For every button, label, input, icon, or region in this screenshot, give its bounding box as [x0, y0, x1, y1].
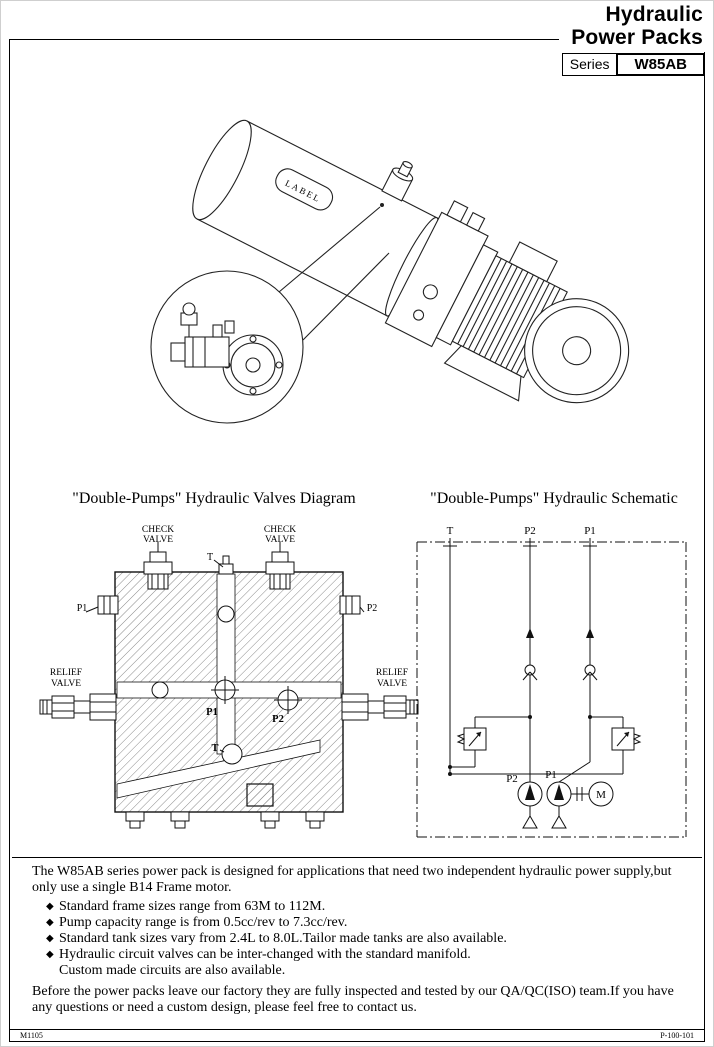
leader-dot	[380, 203, 384, 207]
relief-valve-label-left-2: VALVE	[50, 679, 82, 689]
valves-diagram-title: "Double-Pumps" Hydraulic Valves Diagram	[72, 490, 356, 507]
check-valve-label-left-1: CHECK	[141, 525, 175, 535]
port-t-top-label: T	[206, 552, 214, 563]
check-valve-fitting-left	[144, 552, 172, 589]
suction-strainers	[523, 806, 566, 828]
port-t-inner-label: T	[211, 743, 219, 754]
page-title-line1: Hydraulic	[605, 3, 703, 26]
port-p1-side-label: P1	[76, 603, 88, 614]
port-p2-inner-label: P2	[272, 714, 284, 725]
port-t-bore	[222, 744, 242, 764]
check-valve-fitting-right	[266, 552, 294, 589]
bullet-continuation: Custom made circuits are also available.	[59, 963, 286, 978]
relief-valve-label-right-1: RELIEF	[375, 668, 409, 678]
t-port-fitting	[214, 556, 233, 574]
bullet-text: Hydraulic circuit valves can be inter-changed with the standard manifold.	[59, 947, 471, 962]
bullet-diamond-icon: ◆	[46, 949, 54, 960]
bullet-item	[46, 931, 674, 947]
port-p2-side-fitting	[340, 596, 360, 614]
bullet-diamond-icon: ◆	[46, 901, 54, 912]
closing-paragraph: Before the power packs leave our factory they are fully inspected and tested by our QA/QC(ISO) team.If you have any questions or need a custom design, please feel free to contact us.	[32, 984, 674, 1015]
bullet-item	[46, 899, 674, 915]
footer-left: M1105	[20, 1031, 43, 1040]
check-valve-label-right-1: CHECK	[263, 525, 297, 535]
description-section	[12, 857, 702, 1040]
check-valve-label-right-2: VALVE	[264, 535, 296, 545]
tank-label-text: LABEL	[283, 177, 323, 205]
page-title-line2: Power Packs	[571, 26, 703, 49]
page-footer	[10, 1029, 704, 1041]
bullet-text: Standard tank sizes vary from 2.4L to 8.0L.Tailor made tanks are also available.	[59, 931, 507, 946]
relief-valve-label-left-1: RELIEF	[49, 668, 83, 678]
schematic-motor-label: M	[596, 789, 606, 801]
port-p1-side-fitting	[98, 596, 118, 614]
schematic-title: "Double-Pumps" Hydraulic Schematic	[430, 490, 678, 507]
bullet-text: Standard frame sizes range from 63M to 112M.	[59, 899, 326, 914]
pump-symbol-p2	[518, 782, 542, 806]
feature-bullets	[46, 899, 674, 979]
intro-paragraph: The W85AB series power pack is designed for applications that need two independent hydraulic power supply,but only use a single B14 Frame motor.	[32, 864, 672, 895]
schematic-pump-p1-label: P1	[545, 769, 557, 781]
series-value: W85AB	[616, 53, 705, 76]
pump-symbol-p1	[547, 782, 571, 806]
hydraulic-schematic	[399, 522, 699, 847]
schematic-port-p2-label: P2	[524, 525, 536, 537]
bullet-item	[46, 947, 674, 963]
bullet-diamond-icon: ◆	[46, 933, 54, 944]
port-p1-inner-label: P1	[206, 707, 218, 718]
relief-valve-left	[40, 694, 116, 720]
schematic-port-p1-label: P1	[584, 525, 596, 537]
schematic-port-t-label: T	[446, 525, 454, 537]
bullet-diamond-icon: ◆	[46, 917, 54, 928]
relief-valve-label-right-2: VALVE	[376, 679, 408, 689]
series-label: Series	[562, 53, 618, 76]
page-frame	[9, 39, 705, 1042]
valves-diagram	[20, 522, 420, 834]
schematic-pump-p2-label: P2	[506, 773, 518, 785]
page-title	[559, 3, 705, 52]
footer-right: P-100-101	[660, 1031, 694, 1040]
bullet-text: Pump capacity range is from 0.5cc/rev to 7.3cc/rev.	[59, 915, 348, 930]
check-valve-label-left-2: VALVE	[142, 535, 174, 545]
relief-valve-symbol-left	[450, 717, 530, 767]
series-box	[562, 53, 705, 76]
bullet-item	[46, 915, 674, 931]
power-pack-illustration	[127, 85, 692, 475]
port-p2-side-label: P2	[366, 603, 378, 614]
